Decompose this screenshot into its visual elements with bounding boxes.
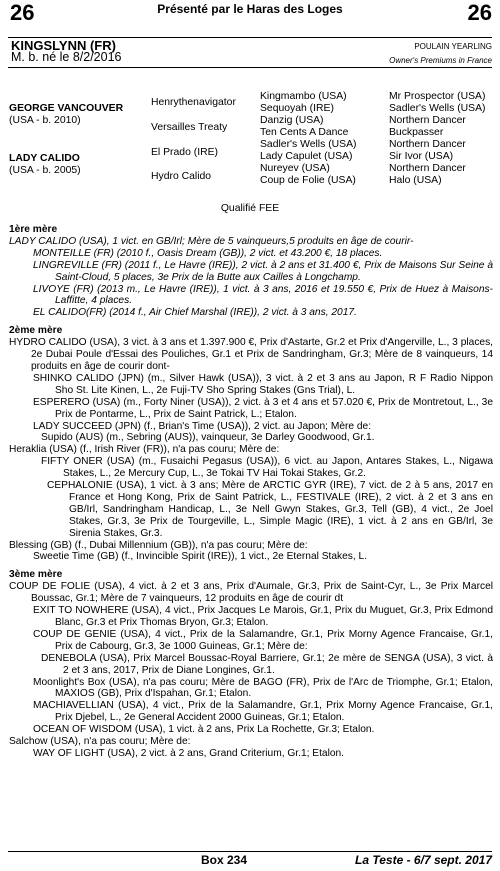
produce-entry: Sweetie Time (GB) (f., Invincible Spirit (IRE)), 1 vict., 2e Eternal Stakes, L.	[33, 551, 368, 563]
pedigree-top-rule	[8, 67, 492, 68]
lot-number-left: 26	[10, 0, 35, 25]
page-header	[8, 2, 492, 28]
produce-entry: Supido (AUS) (m., Sebring (AUS)), vainqueur, 3e Darley Goodwood, Gr.1.	[41, 432, 375, 444]
birth-line: M. b. né le 8/2/2016	[11, 50, 122, 64]
section-heading: 1ère mère	[9, 224, 58, 235]
produce-entry: LINGREVILLE (FR) (2011 f., Le Havre (IRE)), 2 vict. à 2 ans et 31.400 €, Prix de Maisons Sur Seine à Saint-Cloud, 5 places, 3e Prix de la Butte aux Cailles à Longchamp.	[33, 259, 493, 283]
section-heading: 2ème mère	[9, 325, 63, 337]
gen4-ancestor: Northern Dancer	[389, 115, 466, 126]
dam-name: LADY CALIDO	[9, 153, 80, 164]
produce-entry: EL CALIDO(FR) (2014 f., Air Chief Marshal (IRE)), 2 vict. à 3 ans, 2017.	[33, 307, 357, 319]
produce-entry: Moonlight's Box (USA), n'a pas couru; Mère de BAGO (FR), Prix de l'Arc de Triomphe, Gr.1; Etalon, MAXIOS (GB), Prix d'Ispahan, Gr.1; Etalon.	[33, 676, 493, 700]
gen4-ancestor: Buckpasser	[389, 127, 444, 138]
sire-name: GEORGE VANCOUVER	[9, 103, 124, 114]
lot-number-right: 26	[467, 0, 492, 25]
gen2-dam-dam: Hydro Calido	[151, 171, 212, 182]
produce-entry: DENEBOLA (USA), Prix Marcel Boussac-Royal Barriere, Gr.1; 2e mère de SENGA (USA), 3 vict. à 2 et 3 ans, 2017, Prix de Diane Longines, Gr.1.	[41, 652, 493, 676]
presenter-line: Présenté par le Haras des Loges	[157, 2, 343, 16]
dam-record: LADY CALIDO (USA), 1 vict. en GB/Irl; Mère de 5 vainqueurs,5 produits en âge de courir-	[9, 235, 414, 247]
produce-entry: MONTEILLE (FR) (2010 f., Oasis Dream (GB)), 2 vict. et 43.200 €, 18 places.	[33, 247, 383, 259]
produce-entry: Salchow (USA), n'a pas couru; Mère de:	[9, 736, 191, 748]
produce-entry: CEPHALONIE (USA), 1 vict. à 3 ans; Mère de ARCTIC GYR (IRE), 7 vict. de 2 à 5 ans, 2017 en France et Hong Kong, Prix de Saint Patrick, L., FESTIVALE (IRE), 2 vict. à 2 et 3 ans en GB/Irl, Sandringham Handicap, L., 3e Nell Gwyn Stakes, Gr.3, Tell (GB), 4 vict., 2e Joel Stakes, Gr.3, 3e Prix de Tourgeville, L., Simple Magic (IRE), 1 vict. à 2 ans en GB/Irl, 3e Sirenia Stakes, Gr.3.	[47, 480, 493, 539]
produce-entry: Heraklia (USA) (f., Irish River (FR)), n'a pas couru; Mère de:	[9, 444, 280, 456]
gen3-ancestor: Lady Capulet (USA)	[260, 151, 353, 162]
produce-entry: WAY OF LIGHT (USA), 2 vict. à 2 ans, Grand Criterium, Gr.1; Etalon.	[33, 747, 344, 759]
gen3-ancestor: Sadler's Wells (USA)	[260, 139, 357, 150]
gen3-ancestor: Coup de Folie (USA)	[260, 175, 356, 186]
section-heading: 3ème mère	[9, 569, 63, 581]
gen2-sire-dam: Versailles Treaty	[151, 122, 228, 133]
gen3-ancestor: Nureyev (USA)	[260, 163, 330, 174]
sire-info: (USA - b. 2010)	[9, 115, 81, 126]
dam-record: COUP DE FOLIE (USA), 4 vict. à 2 et 3 ans, Prix d'Aumale, Gr.3, Prix de Saint-Cyr, L., 3e Prix Marcel Boussac, Gr.1; Mère de 7 vainqueurs, 12 produits en âge de courir dt	[9, 581, 493, 605]
sex-label: POULAIN YEARLING	[414, 42, 492, 51]
produce-entry: SHINKO CALIDO (JPN) (m., Silver Hawk (USA)), 3 vict. à 2 et 3 ans au Japon, R F Radio Nippon Sho St. Lite Kinen, L., 2e Fuji-TV Sho Spring Stakes (Gns Trial), L.	[33, 372, 493, 396]
gen4-ancestor: Sir Ivor (USA)	[389, 151, 454, 162]
produce-entry: OCEAN OF WISDOM (USA), 1 vict. à 2 ans, Prix La Rochette, Gr.3; Etalon.	[33, 724, 375, 736]
fee-qualification: Qualifié FEE	[220, 203, 280, 214]
produce-entry: LADY SUCCEED (JPN) (f., Brian's Time (USA)), 2 vict. au Japon; Mère de:	[33, 420, 372, 432]
gen2-sire-sire: Henrythenavigator	[151, 97, 236, 108]
produce-record	[9, 224, 493, 760]
gen4-ancestor: Mr Prospector (USA)	[389, 91, 486, 102]
footer-rule	[8, 851, 492, 852]
horse-name: KINGSLYNN (FR)	[11, 38, 116, 53]
produce-entry: LIVOYE (FR) (2013 m., Le Havre (IRE)), 1 vict. à 3 ans, 2016 et 19.550 €, Prix de Huez à Maisons-Laffitte, 4 places.	[33, 283, 493, 307]
gen4-ancestor: Northern Dancer	[389, 139, 466, 150]
gen4-ancestor: Sadler's Wells (USA)	[389, 103, 486, 114]
gen4-ancestor: Halo (USA)	[389, 175, 442, 186]
produce-entry: MACHIAVELLIAN (USA), 4 vict., Prix de la Salamandre, Gr.1, Prix Morny Agence Francaise, Gr.1, Prix Djebel, L., 2e General Accident 2000 Guineas, Gr.1; Etalon.	[33, 700, 493, 724]
sale-info: La Teste - 6/7 sept. 2017	[355, 853, 492, 867]
owner-premiums-note: Owner's Premiums in France	[389, 56, 492, 65]
dam-info: (USA - b. 2005)	[9, 165, 81, 176]
produce-entry: Blessing (GB) (f., Dubai Millennium (GB)), n'a pas couru; Mère de:	[9, 539, 308, 551]
gen3-ancestor: Danzig (USA)	[260, 115, 324, 126]
gen2-dam-sire: El Prado (IRE)	[151, 147, 218, 158]
gen3-ancestor: Kingmambo (USA)	[260, 91, 347, 102]
gen3-ancestor: Sequoyah (IRE)	[260, 103, 334, 114]
box-number: Box 234	[201, 853, 248, 867]
produce-entry: ESPERERO (USA) (m., Forty Niner (USA)), 2 vict. à 3 et 4 ans et 57.020 €, Prix de Montretout, L., 3e Prix de Pontarme, L., Prix de Saint Patrick, L.; Etalon.	[33, 396, 493, 420]
dam-record: HYDRO CALIDO (USA), 3 vict. à 3 ans et 1.397.900 €, Prix d'Astarte, Gr.2 et Prix d'Angerville, L., 3 places, 2e Dubai Poule d'Essai des Pouliches, Gr.1 et Prix de Sandringham, Gr.3; Mère de 8 vainqueurs, 14 produits en âge de courir dont-	[9, 337, 493, 372]
produce-entry: COUP DE GENIE (USA), 4 vict., Prix de la Salamandre, Gr.1, Prix Morny Agence Francaise, Gr.1, Prix de Cabourg, Gr.3, 3e 1000 Guineas, Gr.1; Mère de:	[33, 628, 493, 652]
gen3-ancestor: Ten Cents A Dance	[260, 127, 349, 138]
produce-entry: EXIT TO NOWHERE (USA), 4 vict., Prix Jacques Le Marois, Gr.1, Prix du Muguet, Gr.3, Prix Edmond Blanc, Gr.3 et Prix Thomas Bryon, Gr.3; Etalon.	[33, 605, 493, 628]
gen4-ancestor: Northern Dancer	[389, 163, 466, 174]
produce-entry: FIFTY ONER (USA) (m., Fusaichi Pegasus (USA)), 6 vict. au Japon, Antares Stakes, L., Nigawa Stakes, L., 2e Mercury Cup, L., 3e Tokai TV Hai Tokai Stakes, Gr.2.	[41, 456, 493, 480]
